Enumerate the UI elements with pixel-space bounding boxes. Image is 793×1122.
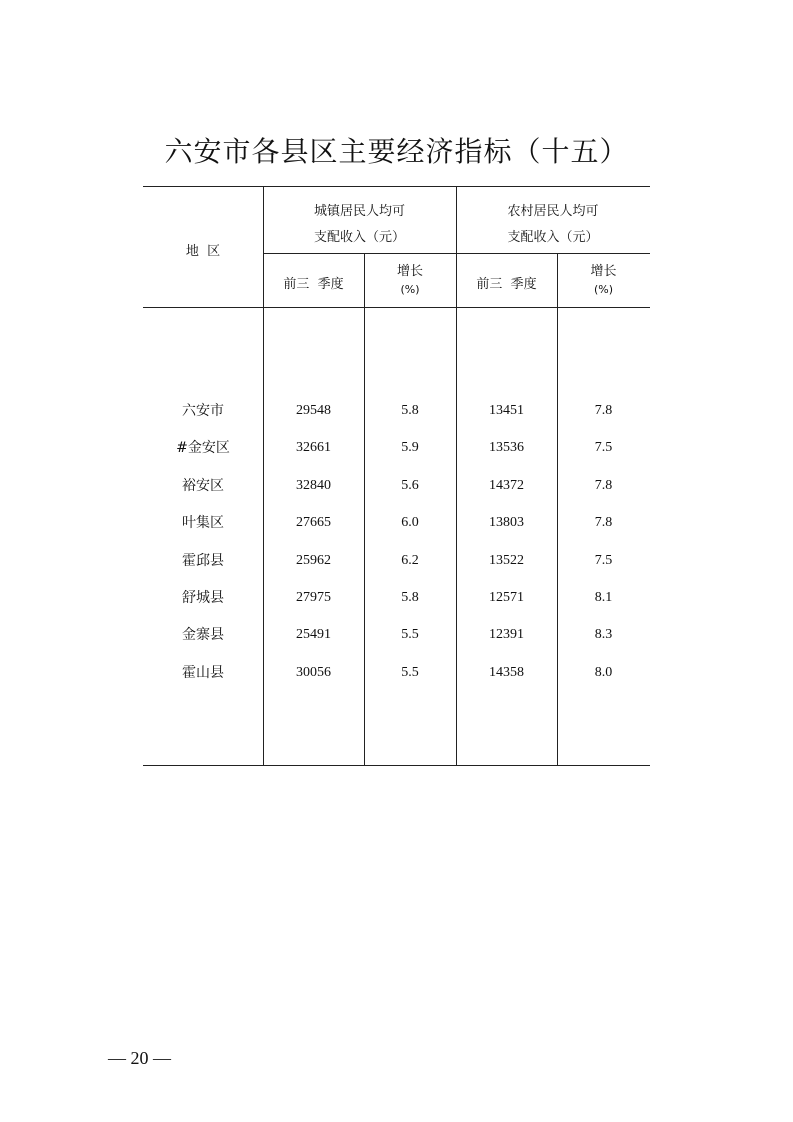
- page-number: — 20 —: [108, 1048, 171, 1068]
- growth-label: 增长: [590, 264, 617, 279]
- rural-growth-cell: 7.5: [594, 440, 613, 455]
- column-divider: [364, 253, 365, 765]
- rural-growth-cell: 8.1: [594, 590, 613, 605]
- growth-unit: (%): [593, 283, 614, 296]
- region-cell: 金寨县: [182, 627, 224, 643]
- region-cell: 霍山县: [182, 665, 224, 681]
- rural-growth-cell: 8.3: [594, 627, 613, 642]
- urban-income-header-line1: 城镇居民人均可: [313, 204, 405, 219]
- rural-growth-header: [557, 263, 650, 299]
- urban-growth-cell: 6.0: [401, 515, 419, 530]
- urban-income-cell: 29548: [296, 403, 331, 418]
- table-bottom-rule: [143, 765, 650, 766]
- urban-income-cell: 25491: [296, 627, 331, 642]
- urban-growth-cell: 5.8: [401, 403, 419, 418]
- urban-income-cell: 32661: [296, 440, 331, 455]
- urban-income-cell: 27975: [296, 590, 331, 605]
- urban-growth-header: [364, 263, 456, 299]
- rural-income-cell: 12391: [489, 627, 524, 642]
- rural-period-header: 前三 季度: [476, 277, 537, 292]
- rural-income-cell: 13522: [489, 553, 524, 568]
- urban-growth-cell: 5.9: [401, 440, 419, 455]
- urban-growth-cell: 5.6: [401, 478, 419, 493]
- rural-income-cell: 14372: [489, 478, 524, 493]
- rural-growth-cell: 7.8: [594, 515, 613, 530]
- rural-growth-cell: 7.8: [594, 478, 613, 493]
- urban-income-cell: 32840: [296, 478, 331, 493]
- urban-income-cell: 30056: [296, 665, 331, 680]
- growth-label: 增长: [396, 264, 423, 279]
- rural-growth-cell: 7.8: [594, 403, 613, 418]
- region-cell: 叶集区: [182, 515, 224, 531]
- region-cell: 裕安区: [182, 478, 224, 494]
- region-cell: 六安市: [182, 403, 224, 419]
- rural-income-cell: 13451: [489, 403, 524, 418]
- page-title: 六安市各县区主要经济指标（十五）: [164, 135, 629, 168]
- rural-growth-cell: 8.0: [594, 665, 613, 680]
- rural-income-header-line2: 支配收入（元）: [507, 230, 599, 245]
- region-cell: 霍邱县: [182, 553, 224, 569]
- rural-income-cell: 14358: [489, 665, 524, 680]
- urban-income-cell: 27665: [296, 515, 331, 530]
- urban-growth-cell: 6.2: [401, 553, 419, 568]
- urban-growth-cell: 5.8: [401, 590, 419, 605]
- region-column-header: 地 区: [185, 244, 221, 259]
- rural-income-cell: 13803: [489, 515, 524, 530]
- urban-growth-cell: 5.5: [401, 627, 419, 642]
- column-divider: [557, 253, 558, 765]
- rural-income-header-line1: 农村居民人均可: [507, 204, 599, 219]
- rural-income-cell: 13536: [489, 440, 524, 455]
- region-cell: 舒城县: [182, 590, 224, 606]
- urban-income-header-line2: 支配收入（元）: [313, 230, 405, 245]
- rural-income-cell: 12571: [489, 590, 524, 605]
- growth-unit: (%): [400, 283, 420, 296]
- region-cell: #金安区: [176, 440, 230, 456]
- rural-income-header: [456, 202, 650, 248]
- urban-income-cell: 25962: [296, 553, 331, 568]
- rural-growth-cell: 7.5: [594, 553, 613, 568]
- table-top-rule: [143, 186, 650, 187]
- urban-growth-cell: 5.5: [401, 665, 419, 680]
- urban-income-header: [263, 202, 456, 248]
- header-bottom-rule: [143, 307, 650, 308]
- urban-period-header: 前三 季度: [283, 277, 344, 292]
